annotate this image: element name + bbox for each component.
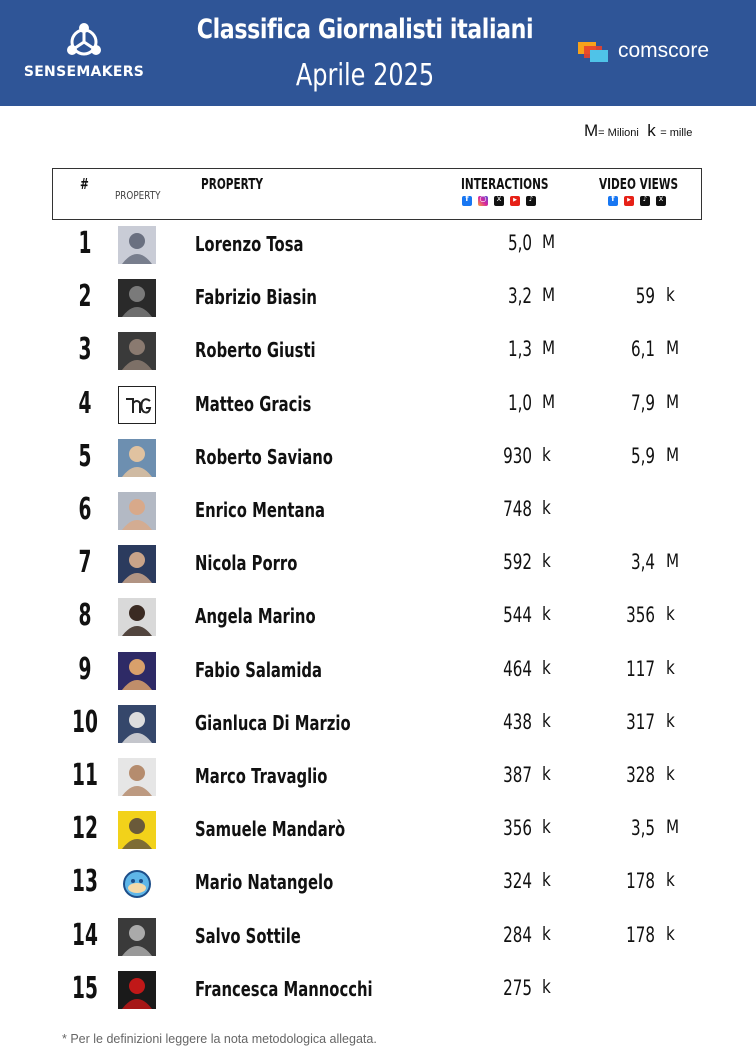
video-views-unit: k [666,922,675,945]
interactions-platform-icons [462,196,536,206]
avatar [118,918,156,956]
interactions-value: 930 [503,443,532,468]
journalist-name: Lorenzo Tosa [195,232,304,256]
interactions-value: 1,0 [507,390,532,415]
video-views-unit: k [666,656,675,679]
sensemakers-wordmark: SENSEMAKERS [23,64,145,80]
interactions-unit: k [542,709,551,732]
video-views-value: 7,9 [630,390,655,415]
video-views-value: 317 [626,709,655,734]
journalist-name: Roberto Saviano [195,444,333,469]
interactions-unit: M [542,231,556,253]
interactions-value: 592 [503,550,532,575]
table-row [0,860,756,913]
table-row [0,222,756,275]
video-views-unit: M [666,390,680,413]
rank-number: 7 [78,545,92,581]
unit-legend [584,121,692,141]
table-row [0,967,756,1020]
legend-k-text: = mille [660,127,693,139]
rank-number: 9 [78,651,92,687]
col-video-views-header: VIDEO VIEWS [599,175,679,193]
col-interactions-header: INTERACTIONS [461,175,549,193]
video-views-value: 328 [626,763,655,787]
avatar [118,705,156,743]
avatar [118,386,156,424]
video-views-value: 3,4 [630,550,655,575]
video-views-unit: M [666,816,680,839]
col-avatar-header: PROPERTY [115,189,161,202]
table-row [0,488,756,541]
rank-number: 14 [72,917,98,953]
interactions-unit: k [542,763,551,785]
x-icon [494,196,504,206]
journalist-name: Francesca Mannocchi [195,976,373,1001]
tiktok-icon [526,196,536,206]
video-views-unit: k [666,709,675,732]
comscore-logo [576,38,746,68]
facebook-icon [608,196,618,206]
avatar [118,652,156,690]
interactions-value: 5,0 [507,231,532,255]
video-views-value: 6,1 [630,337,655,362]
interactions-unit: k [542,816,551,839]
rank-number: 12 [72,811,98,847]
interactions-value: 387 [503,763,532,787]
youtube-icon [624,196,634,206]
interactions-unit: k [542,975,551,998]
avatar [118,864,156,902]
video-views-unit: M [666,550,680,573]
journalist-name: Mario Natangelo [195,870,334,895]
interactions-unit: k [542,869,551,892]
facebook-icon [462,196,472,206]
journalist-name: Fabrizio Biasin [195,285,317,310]
interactions-value: 1,3 [507,337,532,362]
interactions-value: 3,2 [507,284,532,309]
comscore-wordmark: comscore [618,39,710,62]
interactions-value: 464 [503,656,532,681]
rank-number: 4 [78,385,92,421]
interactions-value: 275 [503,975,532,1000]
col-property-header: PROPERTY [201,175,264,193]
journalist-name: Marco Travaglio [195,764,328,788]
journalist-name: Angela Marino [195,604,316,629]
video-views-unit: k [666,284,675,307]
interactions-value: 356 [503,816,532,841]
interactions-value: 544 [503,603,532,628]
interactions-unit: k [542,497,551,519]
footnote: * Per le definizioni leggere la nota metodologica allegata. [62,1032,377,1046]
rank-number: 5 [78,438,92,474]
journalist-name: Nicola Porro [195,551,298,576]
journalist-name: Samuele Mandarò [195,817,346,842]
tiktok-icon [640,196,650,206]
table-row [0,754,756,807]
avatar [118,545,156,583]
video-views-value: 3,5 [630,816,655,841]
comscore-icon [576,38,610,64]
rank-number: 13 [72,864,98,900]
instagram-icon [478,196,488,206]
table-row [0,382,756,435]
rank-number: 2 [78,279,92,315]
rank-number: 15 [72,970,98,1006]
rank-number: 10 [72,704,98,740]
table-row [0,275,756,328]
table-row [0,435,756,488]
journalist-name: Roberto Giusti [195,338,316,363]
legend-k-letter: k [647,121,656,140]
table-row [0,648,756,701]
table-row [0,914,756,967]
avatar [118,758,156,796]
journalist-name: Gianluca Di Marzio [195,710,351,735]
rank-number: 3 [78,332,92,368]
journalist-name: Enrico Mentana [195,498,326,522]
interactions-value: 324 [503,869,532,894]
journalist-name: Matteo Gracis [195,391,312,416]
avatar [118,492,156,530]
video-views-value: 356 [626,603,655,628]
avatar [118,279,156,317]
table-row [0,328,756,381]
video-views-value: 178 [626,869,655,894]
sensemakers-icon [62,20,106,60]
video-views-value: 59 [635,284,655,309]
avatar [118,332,156,370]
x-icon [656,196,666,206]
video-platform-icons [608,196,666,206]
avatar [118,971,156,1009]
table-row [0,807,756,860]
table-header [52,168,702,220]
avatar [118,226,156,264]
interactions-unit: M [542,284,556,307]
rank-number: 8 [78,598,92,634]
table-row [0,701,756,754]
video-views-value: 5,9 [630,443,655,468]
interactions-unit: k [542,443,551,466]
interactions-unit: k [542,922,551,945]
header-banner [0,0,756,106]
video-views-unit: k [666,603,675,626]
video-views-value: 178 [626,922,655,947]
table-row [0,541,756,594]
video-views-unit: k [666,763,675,785]
legend-m-letter: M [584,121,599,140]
rank-number: 6 [78,492,92,527]
page-title: Classifica Giornalisti italiani [196,14,534,45]
interactions-unit: M [542,390,556,413]
youtube-icon [510,196,520,206]
interactions-value: 438 [503,709,532,734]
video-views-unit: k [666,869,675,892]
avatar [118,811,156,849]
table-row [0,594,756,647]
avatar [118,439,156,477]
video-views-unit: M [666,337,680,360]
video-views-value: 117 [626,656,655,681]
journalist-name: Fabio Salamida [195,657,323,682]
interactions-value: 284 [503,922,532,947]
rank-number: 1 [78,226,92,261]
interactions-unit: k [542,656,551,679]
avatar [118,598,156,636]
interactions-unit: k [542,550,551,573]
col-rank-header: # [80,175,89,193]
interactions-value: 748 [503,497,532,521]
sensemakers-logo [14,20,154,82]
journalist-name: Salvo Sottile [195,923,301,948]
interactions-unit: M [542,337,556,360]
rank-number: 11 [72,758,98,793]
legend-m-text: = Milioni [598,127,639,139]
interactions-unit: k [542,603,551,626]
page-subtitle: Aprile 2025 [295,58,435,93]
video-views-unit: M [666,443,680,466]
